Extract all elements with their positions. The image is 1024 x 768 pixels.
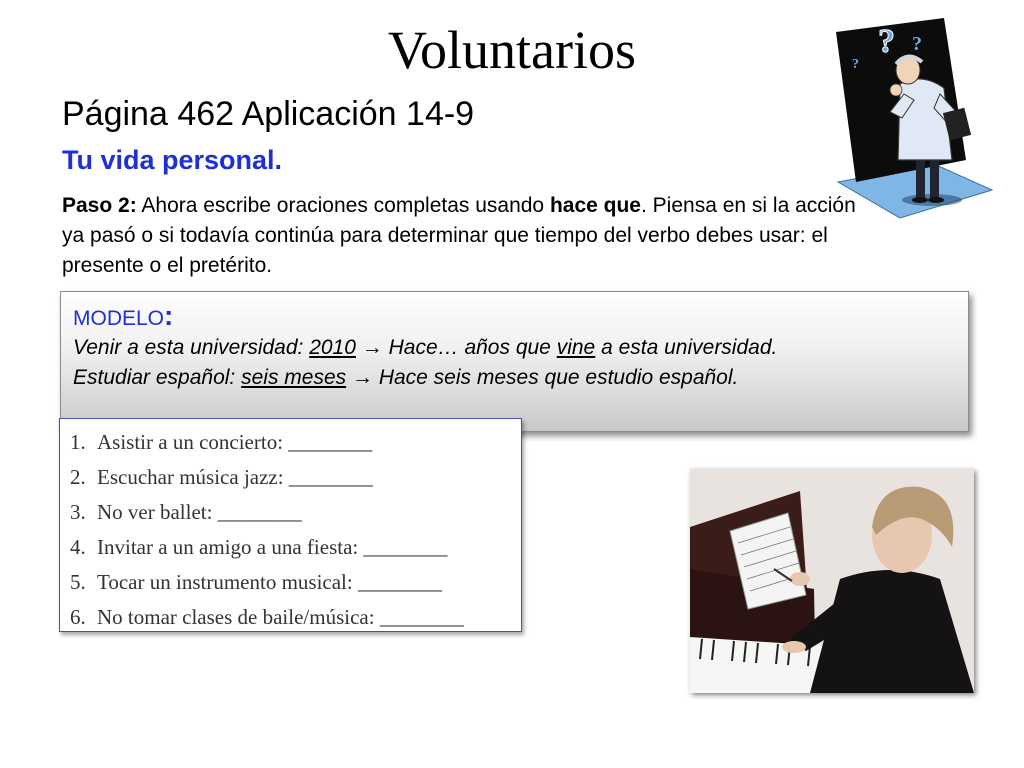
arrow-right-icon: →: [355, 336, 389, 359]
exercise-list: [70, 425, 521, 635]
example-1-answer-start: Hace… años que: [388, 336, 557, 359]
example-2-value: seis meses: [241, 366, 347, 389]
exercise-number: 4.: [70, 535, 86, 559]
instructions-bold-phrase: hace que: [549, 194, 641, 217]
exercise-number: 2.: [70, 465, 86, 489]
instructions-paragraph: [62, 191, 874, 281]
arrow-right-icon: →: [346, 366, 379, 389]
exercise-item: [70, 495, 521, 530]
modelo-colon: :: [164, 300, 174, 331]
exercise-item: [70, 530, 521, 565]
svg-text:?: ?: [912, 33, 922, 55]
example-2-prompt: Estudiar español:: [73, 366, 242, 389]
svg-text:?: ?: [878, 23, 895, 60]
exercise-text: No tomar clases de baile/música: ________: [97, 605, 464, 629]
exercise-number: 6.: [70, 605, 86, 629]
slide-title: Voluntarios: [387, 20, 636, 80]
section-heading: Tu vida personal.: [62, 145, 283, 175]
exercise-item: [70, 600, 521, 635]
exercise-list-box: [59, 418, 522, 632]
page-subtitle: Página 462 Aplicación 14-9: [62, 95, 475, 133]
modelo-example-1: [73, 333, 956, 363]
example-1-answer-end: a esta universidad.: [595, 336, 778, 359]
modelo-label: [73, 302, 956, 333]
example-2-answer: Hace seis meses que estudio español.: [378, 366, 739, 389]
modelo-label-text: MODELO: [73, 307, 165, 330]
exercise-number: 5.: [70, 570, 86, 594]
exercise-item: [70, 425, 521, 460]
exercise-text: Invitar a un amigo a una fiesta: ________: [97, 535, 448, 559]
exercise-number: 1.: [70, 430, 86, 454]
modelo-example-2: [73, 363, 956, 393]
example-1-prompt: Venir a esta universidad:: [73, 336, 310, 359]
instructions-text-2: . Piensa en si la acción ya pasó o si todavía continúa para determinar que tiempo del verbo debes usar: el presente o el pretérito.: [62, 194, 856, 277]
thinking-scientist-icon: [830, 14, 1002, 226]
exercise-item: [70, 565, 521, 600]
exercise-text: Asistir a un concierto: ________: [97, 430, 373, 454]
exercise-item: [70, 460, 521, 495]
example-1-value: 2010: [309, 336, 356, 359]
modelo-box: [60, 291, 969, 432]
exercise-text: No ver ballet: ________: [97, 500, 302, 524]
step-label: Paso 2:: [62, 194, 137, 217]
exercise-text: Escuchar música jazz: ________: [97, 465, 373, 489]
woman-playing-piano-photo: [690, 469, 974, 693]
exercise-text: Tocar un instrumento musical: ________: [97, 570, 442, 594]
svg-text:?: ?: [852, 57, 859, 72]
example-1-verb: vine: [556, 336, 596, 359]
exercise-number: 3.: [70, 500, 86, 524]
instructions-text-1: Ahora escribe oraciones completas usando: [136, 194, 550, 217]
